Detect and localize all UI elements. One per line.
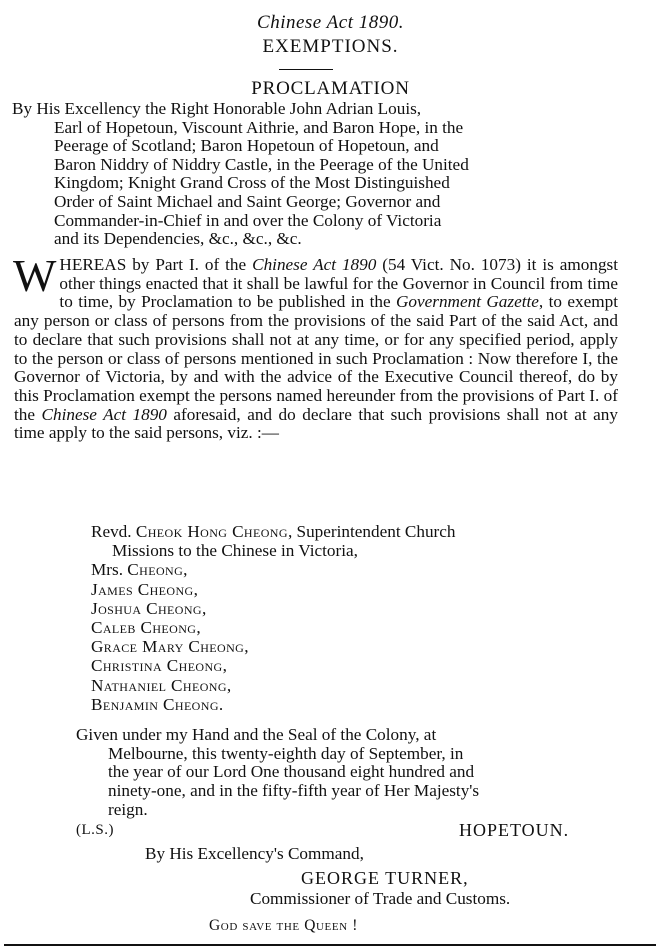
person-name: Nathaniel Cheong xyxy=(91,675,227,695)
preamble-line: Kingdom; Knight Grand Cross of the Most Distinguished xyxy=(54,173,450,193)
preamble-line: Peerage of Scotland; Baron Hopetoun of Hopetoun, and xyxy=(54,136,439,156)
bottom-divider xyxy=(4,944,656,946)
preamble-line: Baron Niddry of Niddry Castle, in the Peerage of the United xyxy=(54,154,469,174)
act-reference: Chinese Act 1890 xyxy=(252,255,377,274)
person-name: James Cheong xyxy=(91,579,194,599)
given-clause xyxy=(76,726,616,820)
person-name: Christina Cheong xyxy=(91,656,223,676)
list-item xyxy=(91,618,621,637)
list-item xyxy=(91,522,621,541)
heading-divider xyxy=(279,69,333,70)
given-line: Melbourne, this twenty-eighth day of September, in xyxy=(108,743,464,763)
list-item xyxy=(91,656,621,675)
governor-signature: HOPETOUN. xyxy=(459,820,570,840)
exempted-persons-list xyxy=(91,522,621,714)
person-name: Cheok Hong Cheong xyxy=(135,522,288,541)
seal-mark: (L.S.) xyxy=(76,822,114,838)
name-suffix: . xyxy=(218,694,224,714)
list-item xyxy=(91,637,621,656)
name-suffix: , Superintendent Church xyxy=(287,522,456,541)
section-heading: EXEMPTIONS. xyxy=(262,36,399,57)
name-prefix: Mrs. xyxy=(91,560,128,580)
preamble-line: and its Dependencies, &c., &c., &c. xyxy=(54,229,302,249)
command-line: By His Excellency's Command, xyxy=(145,844,364,863)
person-name: Grace Mary Cheong xyxy=(91,637,245,657)
given-line: Given under my Hand and the Seal of the Colony, at xyxy=(76,725,437,744)
act-title: Chinese Act 1890. xyxy=(257,12,404,33)
body-text: HEREAS by Part I. of the xyxy=(59,255,253,274)
whereas-paragraph xyxy=(13,250,618,443)
proclamation-heading: PROCLAMATION xyxy=(251,78,410,99)
list-item xyxy=(91,560,621,579)
name-suffix: , xyxy=(196,618,201,638)
act-reference: Chinese Act 1890 xyxy=(41,404,167,424)
preamble-line: By His Excellency the Right Honorable John Adrian Louis, xyxy=(12,99,422,118)
minister-office: Commissioner of Trade and Customs. xyxy=(250,889,511,908)
preamble-line: Order of Saint Michael and Saint George; Governor and xyxy=(54,191,441,211)
gazette-reference: Government Gazette xyxy=(396,292,539,312)
given-line: the year of our Lord One thousand eight hundred and xyxy=(108,762,475,782)
body-text: aforesaid, and do declare that such provisions shall not at any time apply to the said persons, viz. :— xyxy=(14,404,618,443)
preamble-line: Earl of Hopetoun, Viscount Aithrie, and Baron Hope, in the xyxy=(54,117,464,137)
body-text: (54 Vict. No. 1073) it is amongst other things enacted that it shall be lawful for the Governor in Council from time to time, by Proclamation to be published in the xyxy=(59,255,618,312)
list-item xyxy=(91,599,621,618)
person-name: Joshua Cheong xyxy=(91,598,202,618)
preamble-line: Commander-in-Chief in and over the Colony of Victoria xyxy=(54,210,442,230)
given-line: ninety-one, and in the fifty-fifth year of Her Majesty's xyxy=(108,781,480,801)
name-suffix: , xyxy=(193,579,198,599)
name-suffix: , xyxy=(183,560,188,580)
name-suffix: , xyxy=(201,598,207,618)
person-name: Cheong xyxy=(127,560,184,580)
person-name: Caleb Cheong xyxy=(91,618,197,638)
list-item-continuation: Missions to the Chinese in Victoria, xyxy=(112,541,358,561)
body-text: , to exempt any person or class of persons from the provisions of the said Part of the said Act, and to declare that such provisions shall not at any time, or for any specified period, apply to the person or class of persons mentioned in such Proclamation : Now therefore I, the Governor of Victoria, by and with the advice of the Executive Council thereof, do by this Proclamation exempt the persons named hereunder from the provisions of Part I. of the xyxy=(14,292,618,424)
name-suffix: , xyxy=(244,637,249,657)
drop-cap: W xyxy=(13,250,57,301)
list-item xyxy=(91,695,621,714)
name-suffix: , xyxy=(226,675,232,695)
name-prefix: Revd. xyxy=(91,522,136,541)
list-item xyxy=(91,580,621,599)
minister-name: GEORGE TURNER, xyxy=(301,868,469,888)
closing-line: God save the Queen ! xyxy=(209,917,358,934)
given-line: reign. xyxy=(108,799,148,819)
preamble xyxy=(14,100,632,249)
person-name: Benjamin Cheong xyxy=(91,694,219,714)
name-suffix: , xyxy=(222,656,227,676)
list-item xyxy=(91,676,621,695)
